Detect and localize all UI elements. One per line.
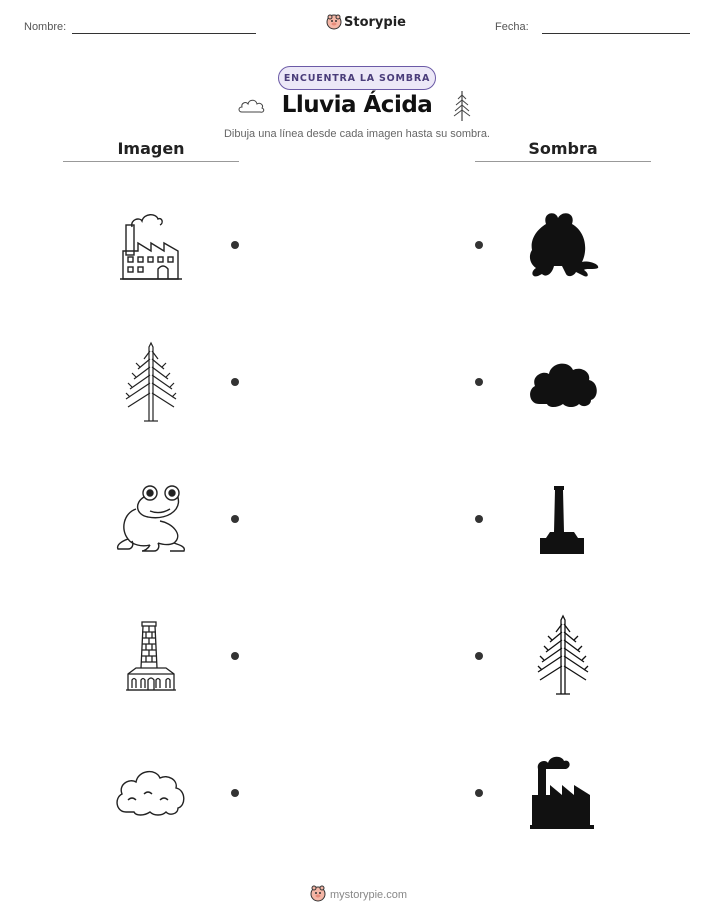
image-connector-dot-1[interactable] [231,241,239,249]
shadow-column-rule [475,161,651,162]
date-label: Fecha: [495,21,529,33]
cloud-icon [114,766,188,818]
frog-silhouette-icon [526,210,600,280]
worksheet-badge: ENCUENTRA LA SOMBRA [278,66,436,90]
footer-storypie-logo-icon [310,885,326,903]
shadow-connector-dot-3[interactable] [475,515,483,523]
factory-icon [118,207,184,283]
tree-decoration-icon [452,90,472,122]
worksheet-title: Lluvia Ácida [281,92,433,118]
name-field-line[interactable] [72,33,256,34]
shadow-connector-dot-5[interactable] [475,789,483,797]
pine-tree-silhouette-icon [532,614,594,696]
instructions-text: Dibuja una línea desde cada imagen hasta su sombra. [223,128,490,140]
image-connector-dot-5[interactable] [231,789,239,797]
name-label: Nombre: [24,21,67,33]
shadow-connector-dot-2[interactable] [475,378,483,386]
image-connector-dot-4[interactable] [231,652,239,660]
pine-tree-icon [120,341,182,423]
frog-icon [114,483,188,555]
image-connector-dot-3[interactable] [231,515,239,523]
image-connector-dot-2[interactable] [231,378,239,386]
shadow-column-header: Sombra [528,139,598,158]
date-field-line[interactable] [542,33,690,34]
shadow-connector-dot-4[interactable] [475,652,483,660]
image-column-header: Imagen [117,139,185,158]
cloud-silhouette-icon [527,358,599,408]
chimney-icon [126,620,176,692]
image-column-rule [63,161,239,162]
factory-silhouette-icon [530,755,594,831]
shadow-connector-dot-1[interactable] [475,241,483,249]
chimney-silhouette-icon [538,484,588,554]
footer-url[interactable]: mystorypie.com [330,889,408,901]
storypie-logo-icon [326,14,342,30]
brand-name: Storypie [344,15,406,30]
